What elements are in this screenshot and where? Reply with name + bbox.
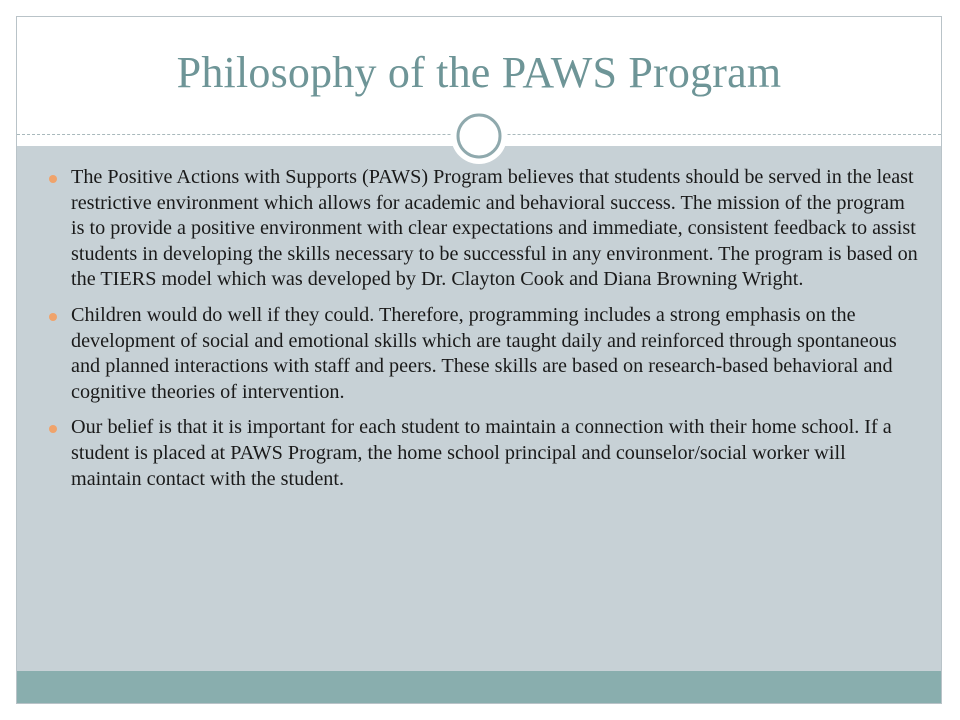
bullet-text-3: Our belief is that it is important for each student to maintain a connection with their home school. If a student is placed at PAWS Program, the home school principal and counselor/social worker will maintain contact with the student. [71,416,892,490]
bullet-dot-icon [49,425,57,433]
footer-band [17,671,941,703]
bullet-item-3 [40,415,920,492]
bullet-item-1 [40,165,920,293]
circle-ornament-icon [450,107,508,165]
bullet-dot-icon [49,175,57,183]
slide-title: Philosophy of the PAWS Program [176,48,782,97]
bullet-text-1: The Positive Actions with Supports (PAWS) Program believes that students should be served in the least restrictive environment which allows for academic and behavioral success. The mission of the program is to provide a positive environment with clear expectations and immediate, consistent feedback to assist students in developing the skills necessary to be successful in any environment. The program is based on the TIERS model which was developed by Dr. Clayton Cook and Diana Browning Wright. [71,166,918,291]
bullet-item-2 [40,303,920,405]
bullet-list [40,165,920,502]
bullet-text-2: Children would do well if they could. Therefore, programming includes a strong emphasis on the development of social and emotional skills which are taught daily and reinforced through spontaneous and planned interactions with staff and peers. These skills are based on research-based behavioral and cognitive theories of intervention. [71,303,897,403]
bullet-dot-icon [49,313,57,321]
